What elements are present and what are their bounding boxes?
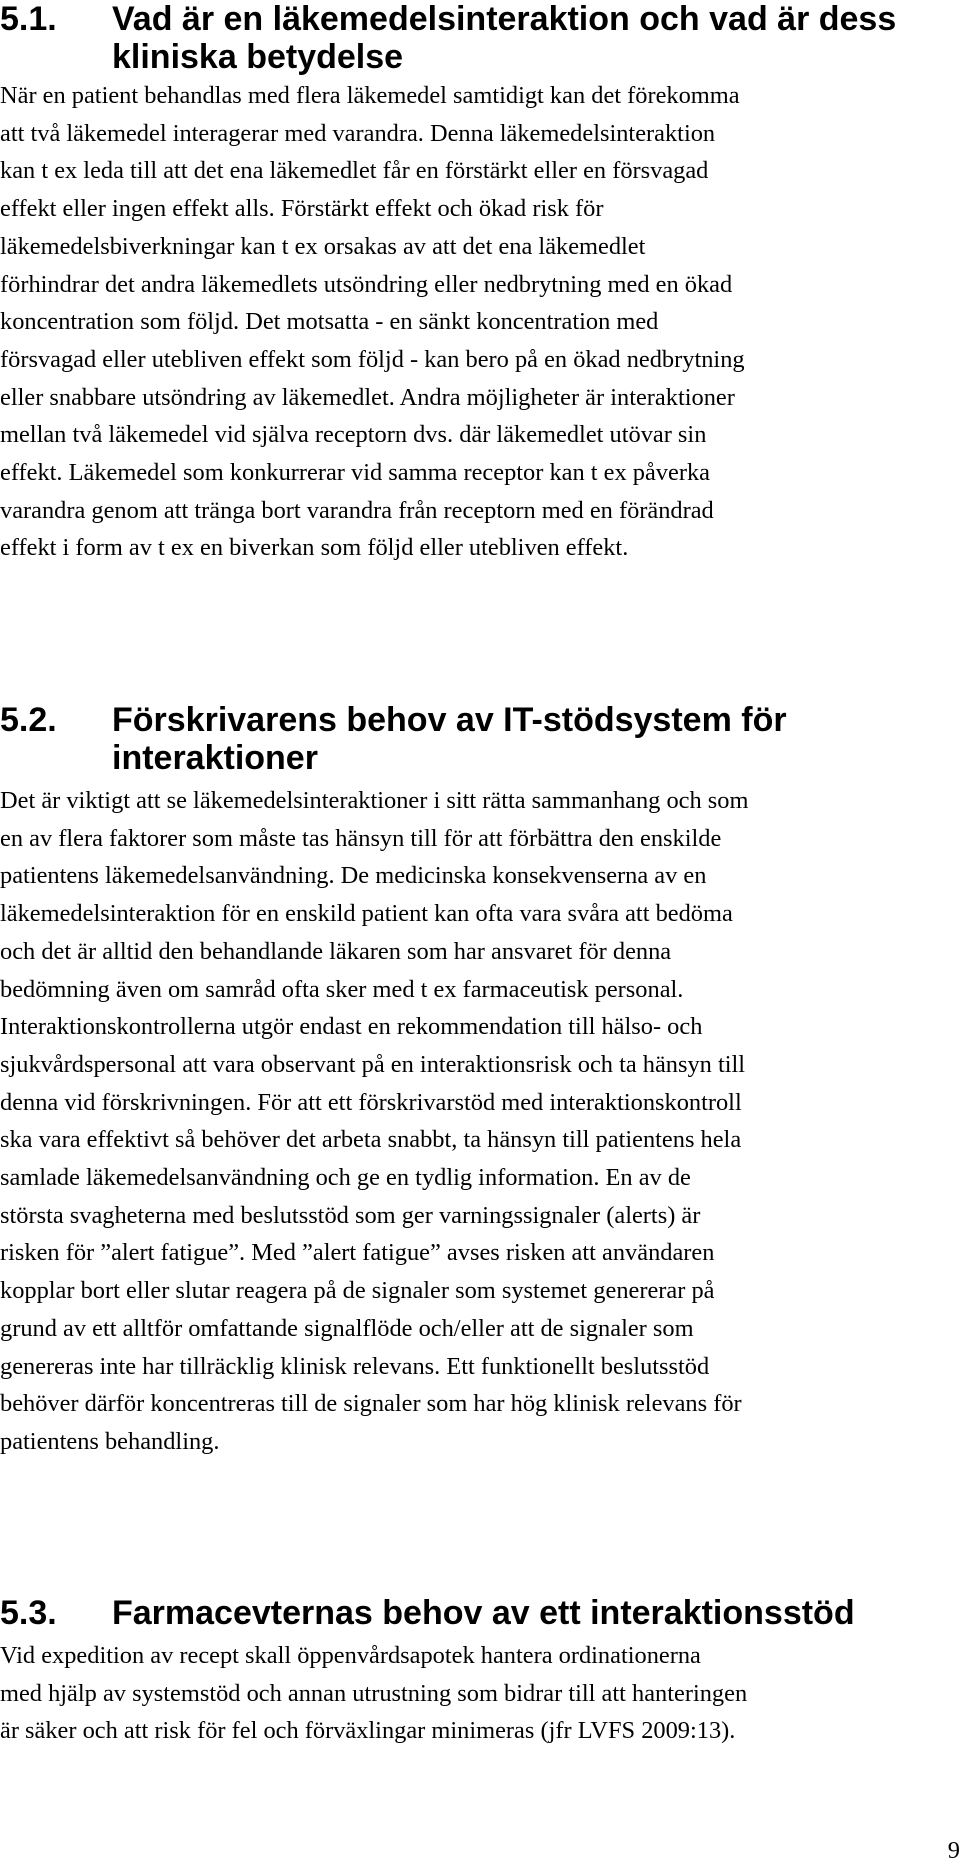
section-paragraph [0,77,955,567]
paragraph-line: kan t ex leda till att det ena läkemedlet får en förstärkt eller en försvagad [0,157,709,185]
paragraph-line: patientens behandling. [0,1427,220,1455]
paragraph-line: denna vid förskrivningen. För att ett förskrivarstöd med interaktionskontroll [0,1088,742,1116]
paragraph-line: mellan två läkemedel vid själva receptorn dvs. där läkemedlet utövar sin [0,421,707,449]
paragraph-line: och det är alltid den behandlande läkaren som har ansvaret för denna [0,937,672,965]
paragraph-line: är säker och att risk för fel och förväxlingar minimeras (jfr LVFS 2009:13). [0,1717,736,1745]
paragraph-line: grund av ett alltför omfattande signalflöde och/eller att de signaler som [0,1314,694,1342]
section-heading [0,1594,955,1632]
section-title-line: kliniska betydelse [112,38,404,76]
paragraph-line: risken för ”alert fatigue”. Med ”alert fatigue” avses risken att användaren [0,1239,715,1267]
paragraph-line: effekt. Läkemedel som konkurrerar vid samma receptor kan t ex påverka [0,459,710,487]
section-heading [0,0,955,76]
paragraph-line: att två läkemedel interagerar med varandra. Denna läkemedelsinteraktion [0,119,716,147]
paragraph-line: koncentration som följd. Det motsatta - en sänkt koncentration med [0,308,659,336]
paragraph-line: bedömning även om samråd ofta sker med t ex farmaceutisk personal. [0,975,684,1003]
paragraph-line: största svagheterna med beslutsstöd som ger varningssignaler (alerts) är [0,1201,701,1229]
section-title-line: Förskrivarens behov av IT-stödsystem för [112,701,787,739]
section-5-1 [0,0,955,567]
page-number: 9 [947,1837,960,1864]
paragraph-line: patientens läkemedelsanvändning. De medicinska konsekvenserna av en [0,862,707,890]
paragraph-line: samlade läkemedelsanvändning och ge en tydlig information. En av de [0,1164,691,1192]
section-number: 5.2. [0,701,57,739]
paragraph-line: förhindrar det andra läkemedlets utsöndring eller nedbrytning med en ökad [0,270,733,298]
section-heading [0,701,955,777]
paragraph-line: Interaktionskontrollerna utgör endast en rekommendation till hälso- och [0,1013,703,1041]
section-title-line: Farmacevternas behov av ett interaktionsstöd [112,1594,855,1632]
paragraph-line: eller snabbare utsöndring av läkemedlet. Andra möjligheter är interaktioner [0,383,735,411]
paragraph-line: en av flera faktorer som måste tas hänsyn till för att förbättra den enskilde [0,824,722,852]
paragraph-line: Vid expedition av recept skall öppenvårdsapotek hantera ordinationerna [0,1642,701,1669]
paragraph-line: effekt i form av t ex en biverkan som följd eller utebliven effekt. [0,534,629,562]
section-number: 5.1. [0,0,57,38]
section-paragraph [0,1637,955,1750]
paragraph-line: När en patient behandlas med flera läkemedel samtidigt kan det förekomma [0,82,740,109]
section-5-3 [0,1594,955,1750]
section-title-line: Vad är en läkemedelsinteraktion och vad är dess [112,0,897,38]
paragraph-line: sjukvårdspersonal att vara observant på en interaktionsrisk och ta hänsyn till [0,1050,746,1078]
section-paragraph [0,782,955,1461]
section-5-2 [0,701,955,1461]
paragraph-line: med hjälp av systemstöd och annan utrustning som bidrar till att hanteringen [0,1679,748,1707]
paragraph-line: försvagad eller utebliven effekt som följd - kan bero på en ökad nedbrytning [0,345,745,373]
paragraph-line: kopplar bort eller slutar reagera på de signaler som systemet genererar på [0,1277,715,1305]
paragraph-line: läkemedelsinteraktion för en enskild patient kan ofta vara svåra att bedöma [0,900,733,928]
paragraph-line: effekt eller ingen effekt alls. Förstärkt effekt och ökad risk för [0,195,604,223]
paragraph-line: varandra genom att tränga bort varandra från receptorn med en förändrad [0,496,714,524]
paragraph-line: genereras inte har tillräcklig klinisk relevans. Ett funktionellt beslutsstöd [0,1352,710,1380]
paragraph-line: behöver därför koncentreras till de signaler som har hög klinisk relevans för [0,1390,742,1418]
paragraph-line: Det är viktigt att se läkemedelsinteraktioner i sitt rätta sammanhang och som [0,787,749,814]
paragraph-line: ska vara effektivt så behöver det arbeta snabbt, ta hänsyn till patientens hela [0,1126,742,1154]
section-number: 5.3. [0,1594,57,1632]
section-title-line: interaktioner [112,739,318,777]
paragraph-line: läkemedelsbiverkningar kan t ex orsakas av att det ena läkemedlet [0,232,646,260]
